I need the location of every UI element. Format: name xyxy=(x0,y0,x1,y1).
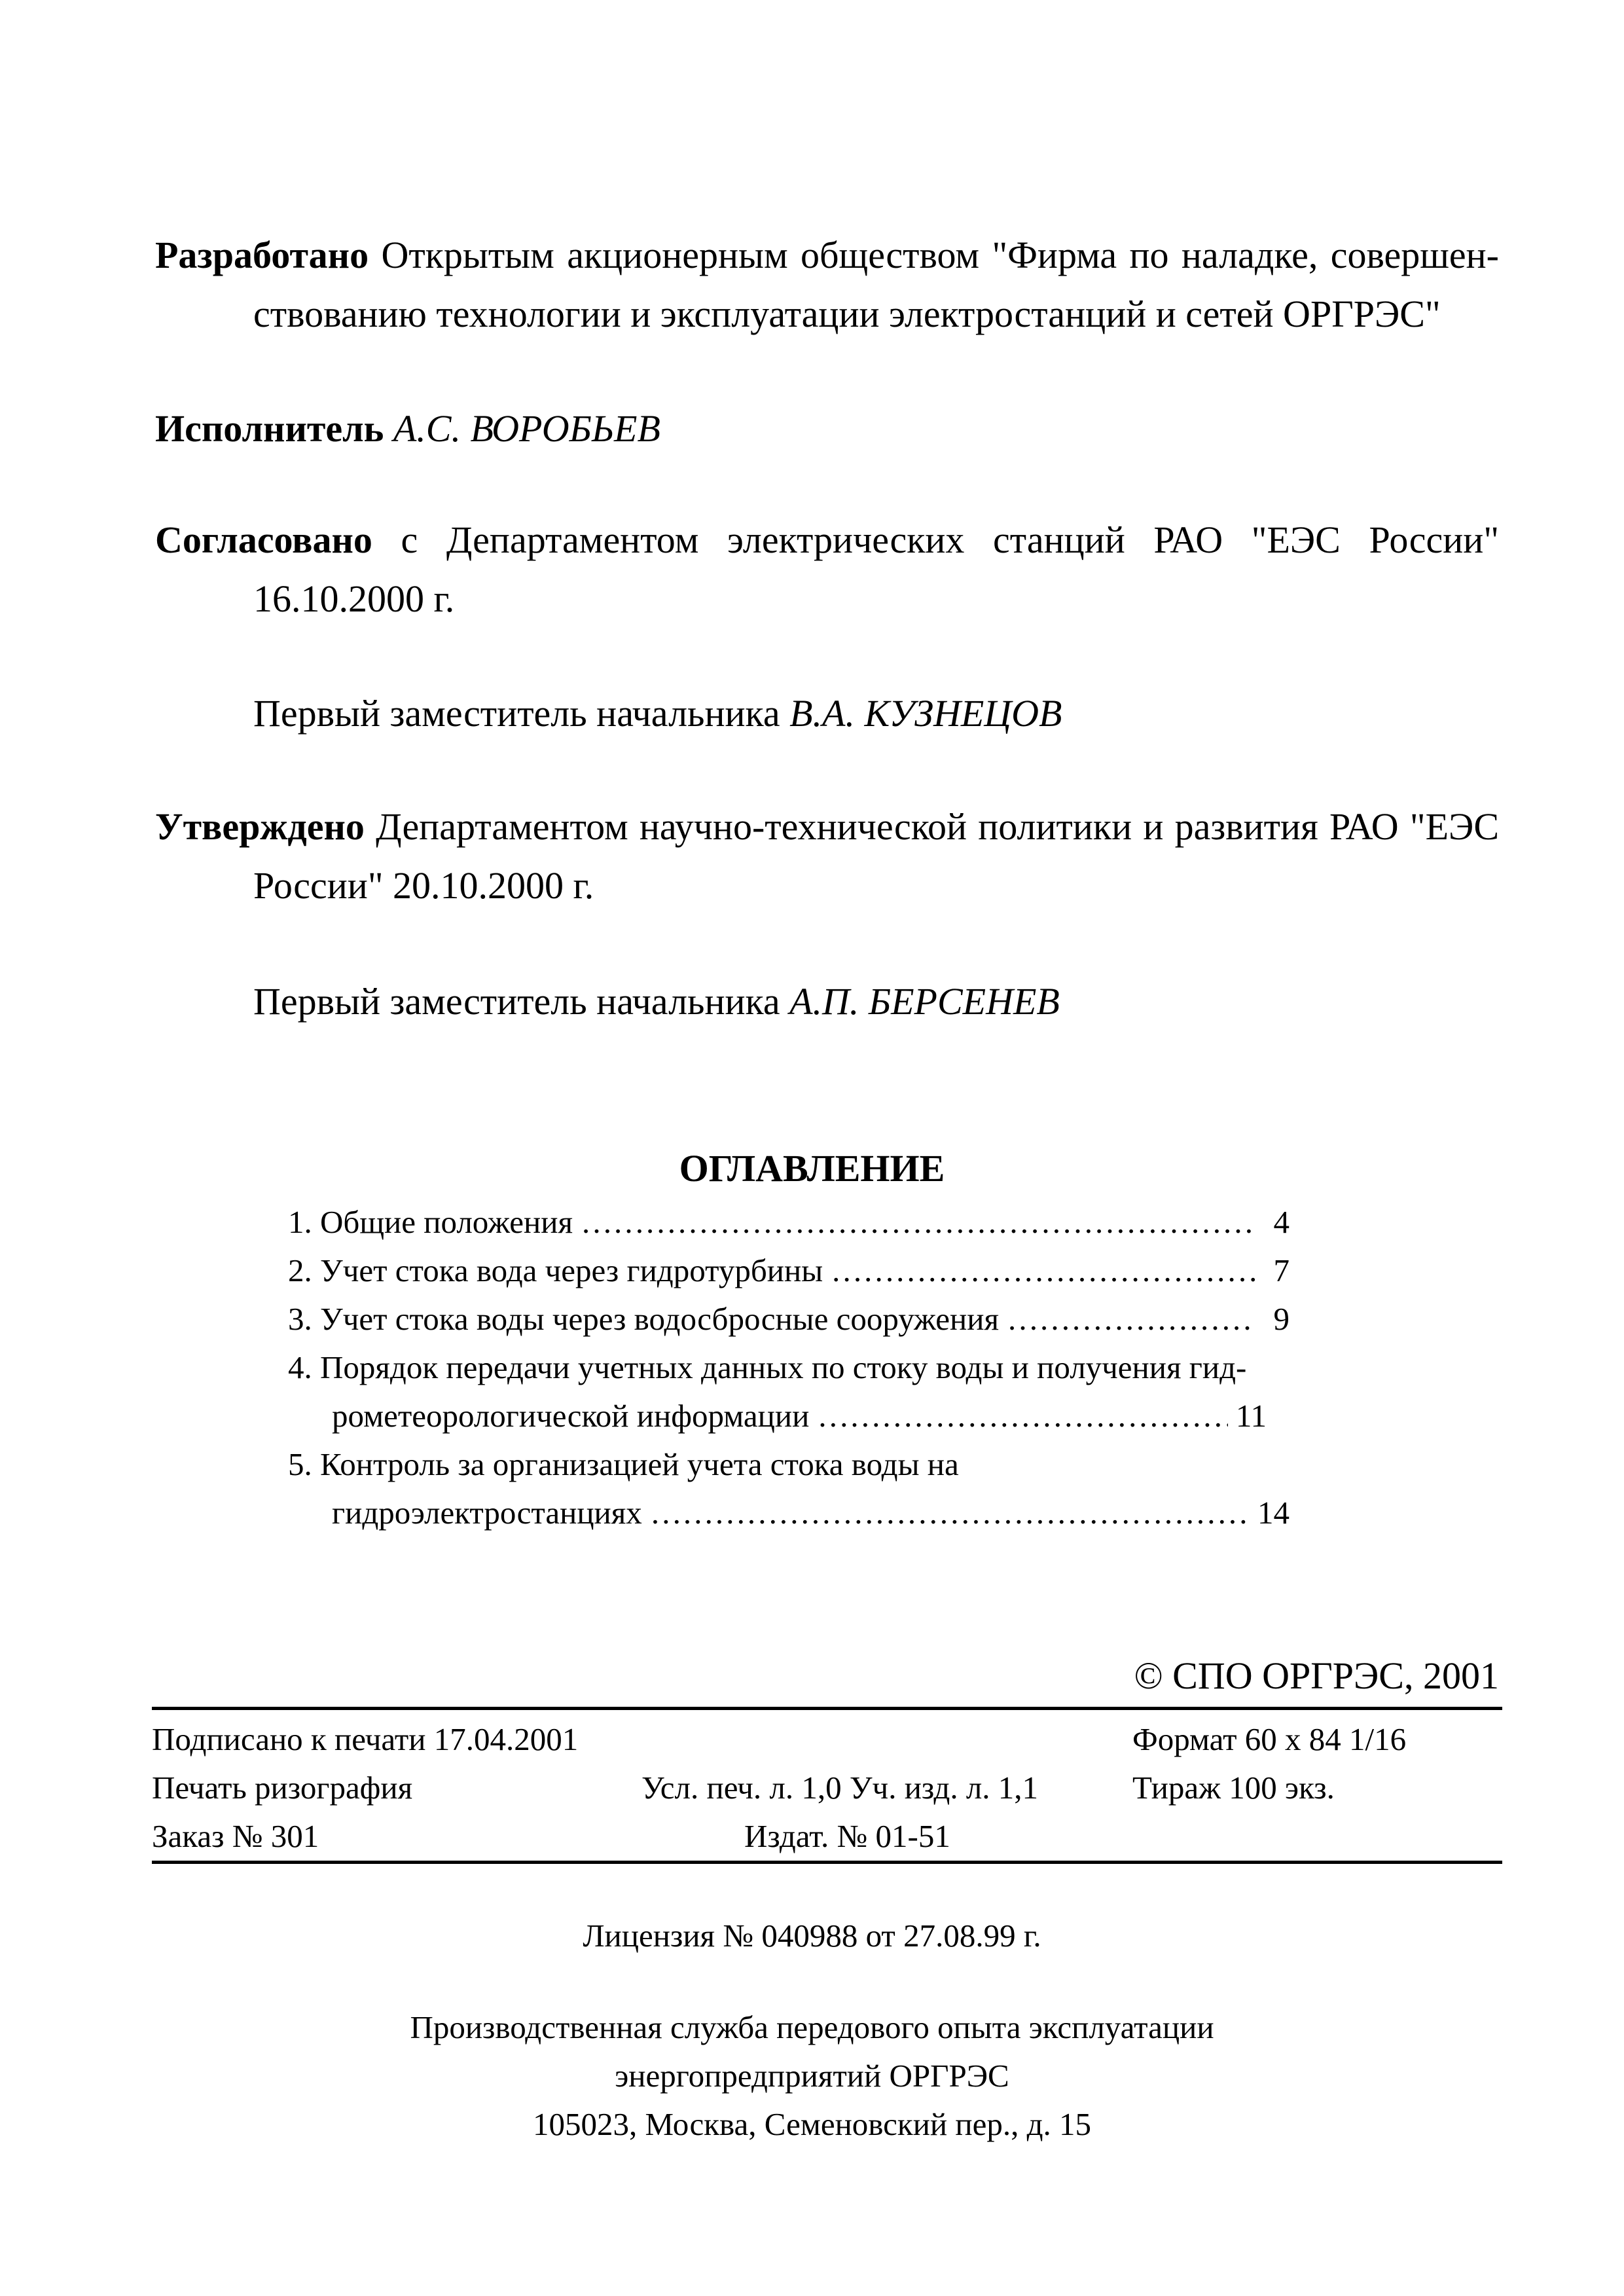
toc-item-page: 9 xyxy=(1273,1301,1290,1337)
imprint-signed: Подписано к печати 17.04.2001 xyxy=(152,1721,579,1757)
developed-text-line1: Открытым акционерным обществом "Фирма по наладке, совершен- xyxy=(381,234,1500,276)
toc-item-page: 7 xyxy=(1273,1252,1290,1288)
toc-item-page: 11 xyxy=(1235,1398,1267,1434)
imprint-format: Формат 60 х 84 1/16 xyxy=(1132,1721,1407,1757)
imprint-pub-no: Издат. № 01-51 xyxy=(744,1818,950,1854)
toc-leader-dots xyxy=(831,1247,1255,1295)
license: Лицензия № 040988 от 27.08.99 г. xyxy=(583,1918,1041,1954)
imprint-top-rule xyxy=(152,1707,1502,1710)
agreed-label: Согласовано xyxy=(155,519,372,561)
imprint-run: Тираж 100 экз. xyxy=(1132,1770,1335,1806)
approved-label: Утверждено xyxy=(155,805,365,848)
toc-item-title-line1: 4. Порядок передачи учетных данных по стоку воды и получения гид- xyxy=(288,1349,1247,1385)
toc-item-3[interactable] xyxy=(288,1295,1290,1343)
developed-text-line2: ствованию технологии и эксплуатации электростанций и сетей ОРГРЭС" xyxy=(253,293,1441,335)
toc-item-title-line2: гидроэлектростанциях xyxy=(332,1495,642,1531)
toc-item-title: 1. Общие положения xyxy=(288,1204,573,1240)
publisher-address: 105023, Москва, Семеновский пер., д. 15 xyxy=(532,2106,1092,2142)
toc-item-4[interactable] xyxy=(288,1343,1290,1440)
agreed-block xyxy=(155,511,1499,629)
executor-block xyxy=(155,399,1499,458)
imprint-printing: Печать ризография xyxy=(152,1770,413,1806)
imprint-bottom-rule xyxy=(152,1861,1502,1864)
toc-leader-dots xyxy=(817,1392,1228,1440)
toc-title: ОГЛАВЛЕНИЕ xyxy=(679,1147,945,1190)
agreed-date: 16.10.2000 г. xyxy=(253,577,455,620)
toc-item-title: 3. Учет стока воды через водосбросные сооружения xyxy=(288,1301,999,1337)
publisher-line1: Производственная служба передового опыта эксплуатации xyxy=(410,2009,1214,2045)
approved-signer-name: А.П. БЕРСЕНЕВ xyxy=(789,980,1060,1023)
copyright: © СПО ОРГРЭС, 2001 xyxy=(1134,1654,1499,1697)
executor-label: Исполнитель xyxy=(155,407,384,450)
agreed-signer-name: В.А. КУЗНЕЦОВ xyxy=(789,692,1062,735)
toc-leader-dots xyxy=(581,1198,1255,1247)
agreed-signer xyxy=(253,684,1062,743)
toc-item-page: 14 xyxy=(1257,1495,1290,1531)
imprint-order: Заказ № 301 xyxy=(152,1818,319,1854)
developed-block xyxy=(155,226,1499,344)
approved-signer xyxy=(253,972,1060,1031)
toc-item-1[interactable] xyxy=(288,1198,1290,1247)
table-of-contents xyxy=(288,1198,1290,1537)
toc-leader-dots xyxy=(650,1489,1250,1537)
approved-text-line1: Департаментом научно-технической политики и развития РАО "ЕЭС xyxy=(376,805,1499,848)
toc-item-title: 2. Учет стока вода через гидротурбины xyxy=(288,1252,823,1288)
approved-signer-title: Первый заместитель начальника xyxy=(253,980,780,1023)
approved-block xyxy=(155,797,1499,915)
toc-item-2[interactable] xyxy=(288,1247,1290,1295)
developed-label: Разработано xyxy=(155,234,369,276)
publisher-line2: энергопредприятий ОРГРЭС xyxy=(615,2058,1009,2094)
executor-name: А.С. ВОРОБЬЕВ xyxy=(393,407,660,450)
agreed-text-line1: с Департаментом электрических станций РАО "ЕЭС России" xyxy=(401,519,1500,561)
toc-item-title-line1: 5. Контроль за организацией учета стока воды на xyxy=(288,1446,959,1482)
toc-item-5[interactable] xyxy=(288,1440,1290,1537)
imprint-sheets: Усл. печ. л. 1,0 Уч. изд. л. 1,1 xyxy=(641,1770,1039,1806)
approved-text-line2: России" 20.10.2000 г. xyxy=(253,864,594,907)
toc-leader-dots xyxy=(1007,1295,1255,1343)
agreed-signer-title: Первый заместитель начальника xyxy=(253,692,780,735)
toc-item-title-line2: рометеорологической информации xyxy=(332,1398,810,1434)
toc-item-page: 4 xyxy=(1273,1204,1290,1240)
imprint-block xyxy=(152,1715,1502,1861)
